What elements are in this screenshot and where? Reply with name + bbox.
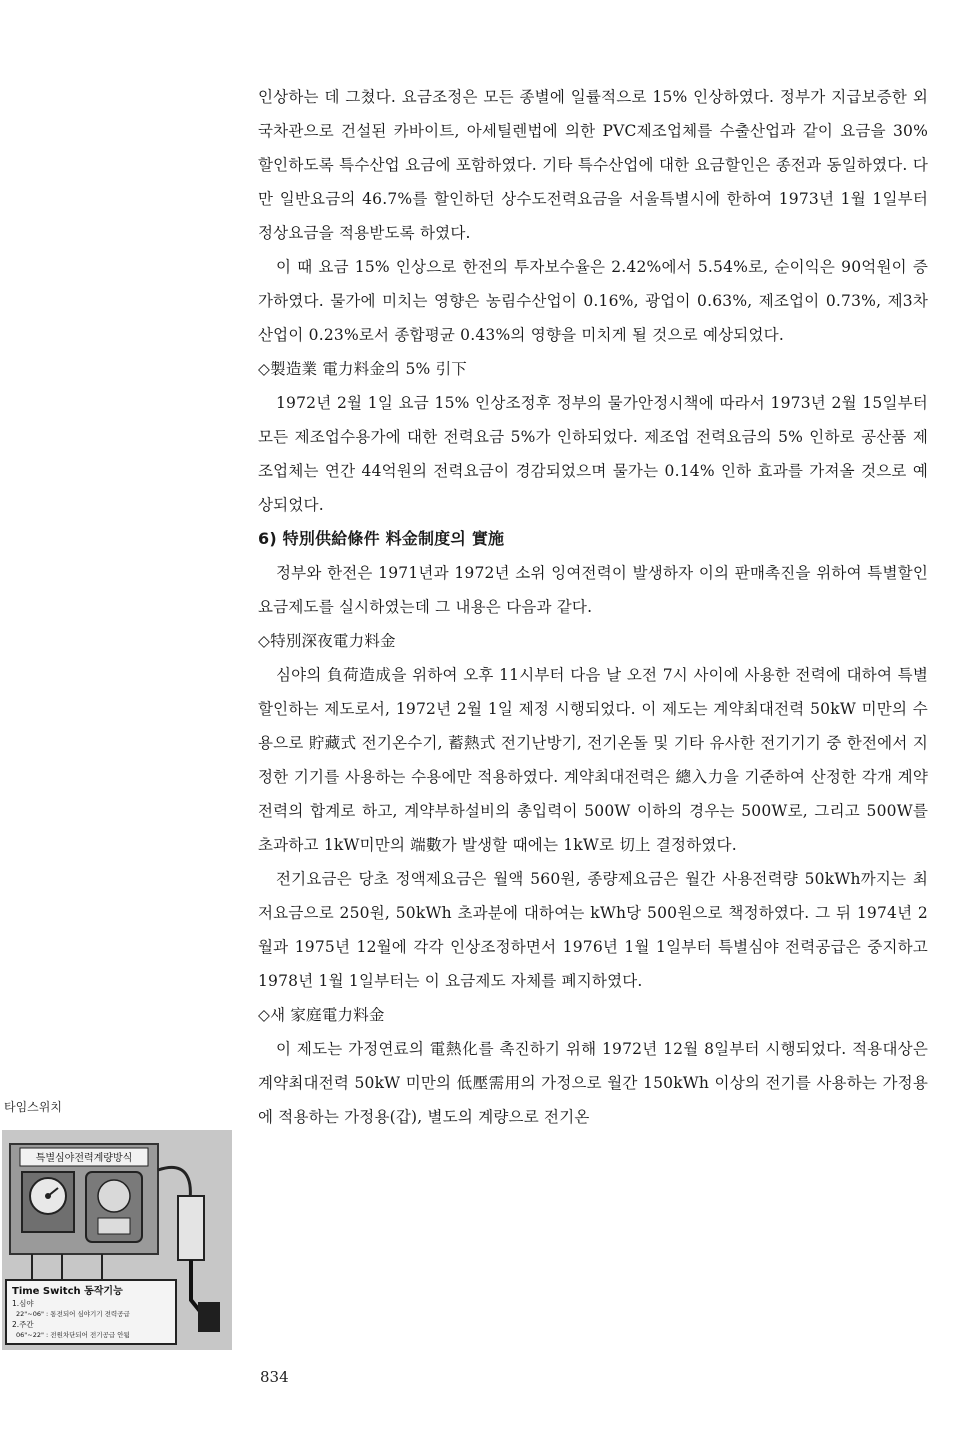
paragraph-4: 정부와 한전은 1971년과 1972년 소위 잉여전력이 발생하자 이의 판매촉진을 위하여 특별할인 요금제도를 실시하였는데 그 내용은 다음과 같다.: [258, 564, 928, 616]
subheading-new-household-power: ◇새 家庭電力料金: [258, 1006, 385, 1024]
paragraph-7: 이 제도는 가정연료의 電熱化를 촉진하기 위해 1972년 12월 8일부터 시행되었다. 적용대상은 계약최대전력 50kW 미만의 低壓需用의 가정으로 월간 150kWh 이상의 전기를 사용하는 가정용에 적용하는 가정용(갑), 별도의 계량으로 전기온: [258, 1040, 928, 1126]
sign-line-2: 22"~06" : 통전되어 심야기기 전력공급: [16, 1310, 130, 1318]
paragraph-5: 심야의 負荷造成을 위하여 오후 11시부터 다음 날 오전 7시 사이에 사용한 전력에 대하여 특별할인하는 제도로서, 1972년 2월 1일 제정 시행되었다. 이 제도는 계약최대전력 50kW 미만의 수용으로 貯藏式 전기온수기, 蓄熱式 전기난방기, 전기온돌 및 기타 유사한 전기기기 중 한전에서 지정한 기기를 사용하는 수용에만 적용하였다. 계약최대전력은 總入力을 기준하여 산정한 각개 계약전력의 합계로 하고, 계약부하설비의 총입력이 500W 이하의 경우는 500W로, 그리고 500W를 초과하고 1kW미만의 端數가 발생할 때에는 1kW로 切上 결정하였다.: [258, 666, 928, 854]
subheading-manufacturing-discount: ◇製造業 電力料金의 5% 引下: [258, 360, 467, 378]
section-heading-special-supply: 6) 特別供給條件 料金制度의 實施: [258, 529, 505, 548]
board-label: 특별심야전력계량방식: [35, 1153, 133, 1164]
subheading-late-night-power: ◇特別深夜電力料金: [258, 632, 396, 650]
sign-title: Time Switch 동작기능: [12, 1286, 123, 1297]
figure-caption: 타임스위치: [4, 1100, 62, 1114]
paragraph-2: 이 때 요금 15% 인상으로 한전의 투자보수율은 2.42%에서 5.54%로, 순이익은 90억원이 증가하였다. 물가에 미치는 영향은 농림수산업이 0.16%, 광업이 0.63%, 제조업이 0.73%, 제3차산업이 0.23%로서 종합평균 0.43%의 영향을 미치게 될 것으로 예상되었다.: [258, 258, 928, 344]
sign-line-3: 2.주간: [12, 1320, 34, 1329]
paragraph-1: 인상하는 데 그쳤다. 요금조정은 모든 종별에 일률적으로 15% 인상하였다. 정부가 지급보증한 외국차관으로 건설된 카바이트, 아세틸렌법에 의한 PVC제조업체를 수출산업과 같이 요금을 30% 할인하도록 특수산업 요금에 포함하였다. 기타 특수산업에 대한 요금할인은 종전과 동일하였다. 다만 일반요금의 46.7%를 할인하던 상수도전력요금을 서울특별시에 한하여 1973년 1월 1일부터 정상요금을 적용받도록 하였다.: [258, 88, 928, 242]
paragraph-3: 1972년 2월 1일 요금 15% 인상조정후 정부의 물가안정시책에 따라서 1973년 2월 15일부터 모든 제조업수용가에 대한 전력요금 5%가 인하되었다. 제조업 전력요금의 5% 인하로 공산품 제조업체는 연간 44억원의 전력요금이 경감되었으며 물가는 0.14% 인하 효과를 가져올 것으로 예상되었다.: [258, 394, 928, 514]
page-number: 834: [260, 1368, 289, 1386]
page-body: [258, 80, 928, 1134]
sign-line-1: 1.심야: [12, 1299, 34, 1308]
time-switch-illustration: [2, 1130, 232, 1350]
sign-line-4: 06"~22" : 전원차단되어 전기공급 안됨: [16, 1331, 130, 1339]
paragraph-6: 전기요금은 당초 정액제요금은 월액 560원, 종량제요금은 월간 사용전력량 50kWh까지는 최저요금으로 250원, 50kWh 초과분에 대하여는 kWh당 500원으로 책정하였다. 그 뒤 1974년 2월과 1975년 12월에 각각 인상조정하면서 1976년 1월 1일부터 특별심야 전력공급은 중지하고 1978년 1월 1일부터는 이 요금제도 자체를 폐지하였다.: [258, 870, 928, 990]
time-switch-photo: [2, 1130, 232, 1350]
